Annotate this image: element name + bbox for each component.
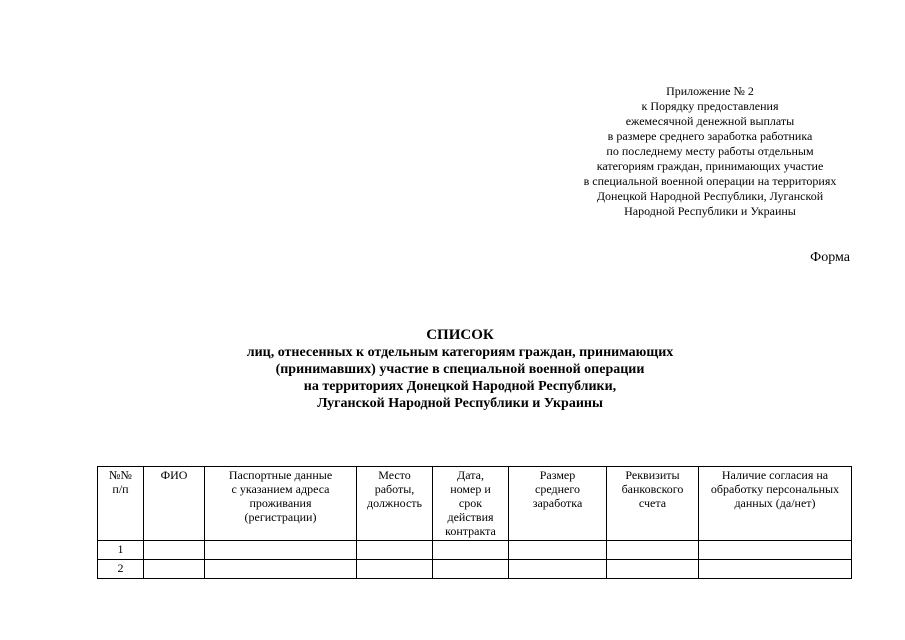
row-number-cell: 1 (98, 541, 144, 560)
table-cell (144, 560, 205, 579)
column-header (144, 467, 205, 541)
column-header (98, 467, 144, 541)
appendix-block (560, 84, 860, 219)
table-header-row (98, 467, 852, 541)
table-cell (699, 541, 852, 560)
column-header-line: №№ (109, 468, 132, 482)
appendix-line: в размере среднего заработка работника (607, 129, 813, 143)
column-header-line: обработку персональных (710, 482, 840, 496)
column-header (357, 467, 433, 541)
title-line: на территориях Донецкой Народной Республики, (303, 379, 617, 394)
table-cell (699, 560, 852, 579)
form-label: Форма (810, 250, 850, 265)
title-line: (принимавших) участие в специальной военной операции (275, 362, 645, 377)
table-cell (433, 560, 509, 579)
column-header-line: с указанием адреса (231, 482, 330, 496)
table-cell (144, 541, 205, 560)
column-header-line: данных (да/нет) (734, 496, 816, 510)
table-cell (509, 560, 607, 579)
title-line: лиц, отнесенных к отдельным категориям граждан, принимающих (246, 345, 674, 360)
column-header-line: Размер (539, 468, 576, 482)
column-header-line: проживания (249, 496, 312, 510)
column-header-line: п/п (112, 482, 129, 496)
title-main: СПИСОК (426, 327, 494, 343)
table-cell (433, 541, 509, 560)
column-header-line: Место (378, 468, 411, 482)
column-header-line: номер и (450, 482, 491, 496)
column-header-line: срок (458, 496, 483, 510)
table-cell (607, 560, 699, 579)
column-header-line: действия (447, 510, 494, 524)
appendix-line: Донецкой Народной Республики, Луганской (596, 189, 824, 203)
document-title (160, 327, 760, 412)
appendix-line: ежемесячной денежной выплаты (625, 114, 795, 128)
table-row (98, 541, 852, 560)
title-line: Луганской Народной Республики и Украины (317, 396, 603, 411)
appendix-line: Приложение № 2 (666, 84, 754, 98)
column-header (607, 467, 699, 541)
column-header-line: заработка (532, 496, 583, 510)
appendix-line: в специальной военной операции на территориях (583, 174, 837, 188)
table-cell (357, 541, 433, 560)
row-number-cell: 2 (98, 560, 144, 579)
column-header-line: ФИО (160, 468, 188, 482)
column-header-line: контракта (445, 524, 496, 538)
column-header (509, 467, 607, 541)
column-header-line: Паспортные данные (228, 468, 333, 482)
table-cell (357, 560, 433, 579)
table-row (98, 560, 852, 579)
column-header (699, 467, 852, 541)
appendix-line: Народной Республики и Украины (624, 204, 796, 218)
column-header-line: среднего (535, 482, 580, 496)
persons-table (97, 466, 852, 579)
table-cell (509, 541, 607, 560)
column-header-line: банковского (621, 482, 684, 496)
column-header-line: должность (367, 496, 422, 510)
appendix-line: категориям граждан, принимающих участие (596, 159, 824, 173)
column-header-line: Реквизиты (625, 468, 680, 482)
column-header-line: Дата, (457, 468, 484, 482)
appendix-line: к Порядку предоставления (641, 99, 779, 113)
table-cell (607, 541, 699, 560)
column-header-line: (регистрации) (244, 510, 317, 524)
table-cell (205, 541, 357, 560)
column-header-line: счета (638, 496, 667, 510)
column-header-line: работы, (374, 482, 415, 496)
column-header (433, 467, 509, 541)
appendix-line: по последнему месту работы отдельным (606, 144, 814, 158)
column-header (205, 467, 357, 541)
column-header-line: Наличие согласия на (721, 468, 829, 482)
table-cell (205, 560, 357, 579)
